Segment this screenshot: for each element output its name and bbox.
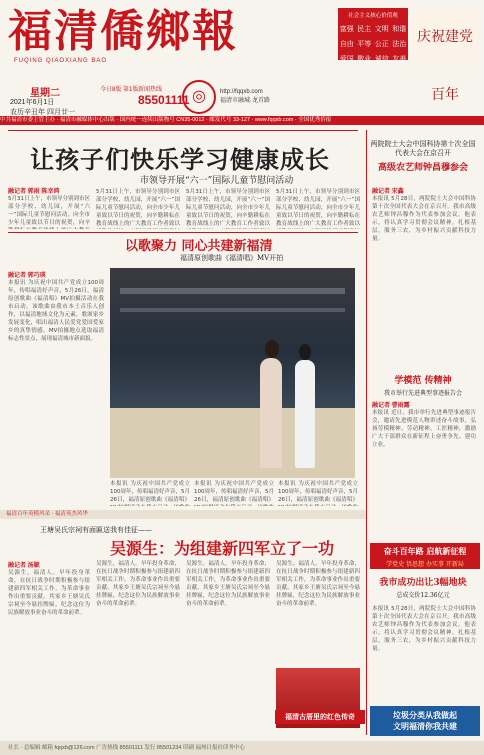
address: 福清市融城·龙首路 — [220, 98, 270, 104]
section-tag: 福清百年英模风采 · 福清英杰风华 — [0, 510, 366, 519]
feature-body-col: 本报讯 为庆祝中国共产党成立100周年，传唱福清好声音，5月26日，福清原创歌曲《福清唱》 — [110, 481, 190, 503]
centenary-banner — [370, 543, 480, 569]
wu-body-col: 吴源生，福清人。早年投身革命，在抗日战争时期积极参与组建新四军相关工作，为革命事业作出重要贡献。其家乡王塘吴氏宗祠至今悬挂牌匾，纪念这位为民族解放事业奋斗的革命前辈。 — [186, 561, 270, 607]
newspaper-logo-icon: ◎ — [182, 80, 216, 114]
divider — [8, 130, 358, 131]
column-divider — [366, 130, 367, 735]
lead-body-col: 5月31日上午，市领导分别到市区部分学校、幼儿园，开展“六一”国际儿童节慰问活动，向全市少年儿童致以节日的祝贺，向辛勤耕耘在教育战线上的广大教育工作者致以 — [96, 189, 180, 227]
right-byline: 融记者 宋鑫 — [372, 189, 404, 195]
xuemo-headline — [370, 373, 476, 397]
feature-title: 以歌聚力 同心共建新福清 — [125, 239, 273, 254]
value-item: 民主 — [357, 26, 372, 33]
value-item: 敬业 — [357, 56, 372, 63]
feature-body-col: 本报讯 为庆祝中国共产党成立100周年，传唱福清好声音，5月26日，福清原创歌曲《福清唱》 — [194, 481, 274, 503]
value-item: 文明 — [374, 26, 389, 33]
edition-info: 今日8版 第1版 — [100, 87, 139, 93]
lead-body-col: 5月31日上午，市领导分别到市区部分学校、幼儿园，开展“六一”国际儿童节慰问活动，向全市少年儿童致以节日的祝贺，向辛勤耕耘在教育战线上的广大教育工作者致以 — [276, 189, 360, 227]
red-story-caption: 福清古厝里的红色传奇 — [275, 710, 365, 724]
masthead-right-info — [220, 88, 270, 106]
value-item: 诚信 — [374, 56, 389, 63]
wu-body-col: 吴源生，福清人。早年投身革命，在抗日战争时期积极参与组建新四军相关工作，为革命事业作出重要贡献。其家乡王塘吴氏宗祠至今悬挂牌匾，纪念这位为民族解放事业奋斗的革命前辈。 — [96, 561, 180, 607]
divider — [8, 232, 358, 233]
date-block — [10, 98, 75, 118]
value-item: 富强 — [339, 26, 354, 33]
lead-body-col: 5月31日上午，市领导分别到市区部分学校、幼儿园，开展“六一”国际儿童节慰问活动，向全市少年儿童致以节日的祝贺，向辛 — [8, 196, 90, 226]
centenary-calligraphy: 庆祝建党百年 — [412, 8, 478, 66]
feature-subtitle: 福清原创歌曲《福清唱》MV开拍 — [180, 254, 284, 262]
masthead-pinyin: FUQING QIAOXIANG BAO — [14, 58, 108, 64]
land-subtitle: 总成交价12.36亿元 — [396, 592, 450, 599]
value-item: 公正 — [374, 41, 389, 48]
masthead-title: 福清僑鄉報 — [8, 6, 238, 57]
land-headline — [370, 575, 476, 599]
right-headline-top: 两院院士大会中国科协第十次全国代表大会在京召开 — [370, 140, 476, 157]
wu-body-col: 吴源生，福清人。早年投身革命，在抗日战争时期积极参与组建新四军相关工作，为革命事业作出重要贡献。其家乡王塘吴氏宗祠至今悬挂牌匾，纪念这位为民族解放事业奋斗的革命前辈。 — [276, 561, 360, 607]
lunar-date: 农历辛丑年 四月廿一 — [10, 109, 75, 116]
ad-line-1: 垃圾分类从我做起 — [393, 710, 457, 720]
weekday: 星期二 — [30, 88, 60, 99]
feature-byline: 融记者 郭巧瑛 — [8, 273, 46, 279]
land-title: 我市成功出让3幅地块 — [379, 578, 467, 588]
value-item: 和谐 — [392, 26, 407, 33]
wu-byline: 融记者 汤颖 — [8, 563, 40, 569]
lead-headline: 让孩子们快乐学习健康成长 — [30, 145, 330, 174]
xuemo-body: 本报讯 近日，我市举行先进典型事迹报告会，邀请先进模范人物讲述奋斗故事，弘扬劳模精神、劳动精神、工匠精神，激励广大干部群众在新征程上奋勇争先、建功立业。 — [372, 410, 476, 448]
wu-headline: 吴源生：为组建新四军立了一功 — [110, 539, 335, 558]
mv-shooting-photo — [110, 268, 355, 478]
wu-subhead: 王塘吴氏宗祠有面匾送我有佳征—— — [40, 526, 152, 534]
banner-title: 奋斗百年路 启航新征程 — [383, 546, 467, 556]
ad-line-2: 文明福清你我共建 — [393, 721, 457, 731]
value-item: 平等 — [357, 41, 372, 48]
website-link[interactable]: http://fqqxb.com — [220, 89, 263, 95]
issue-date: 2021年6月1日 — [10, 99, 55, 106]
land-body: 本报讯 5月28日，两院院士大会中国科协第十次全国代表大会在京召开。我市高级农艺师钟昌穆作为代表参加会议。他表示，将认真学习贯彻会议精神，扎根基层，服务三农，为乡村振兴贡献科技力量。 — [372, 606, 476, 652]
right-headline — [370, 140, 476, 173]
right-body: 本报讯 5月28日，两院院士大会中国科协第十次全国代表大会在京召开。我市高级农艺师钟昌穆作为代表参加会议。他表示，将认真学习贯彻会议精神，扎根基层，服务三农，为乡村振兴贡献科技力量。 — [372, 196, 476, 242]
value-item: 爱国 — [339, 56, 354, 63]
xuemo-title: 学模范 传精神 — [394, 376, 452, 386]
value-item: 自由 — [339, 41, 354, 48]
wu-body-col: 吴源生，福清人。早年投身革命，在抗日战争时期积极参与组建新四军相关工作，为革命事业作出重要贡献。其家乡王塘吴氏宗祠至今悬挂牌匾，纪念这位为民族解放事业奋斗的革命前辈。 — [8, 570, 90, 616]
feature-body-col: 本报讯 为庆祝中国共产党成立100周年，传唱福清好声音，5月26日，福清原创歌曲《福清唱》MV拍摄活动在我市启动。该歌曲由我市本土音乐人创作，以福清地域文化为元素，歌颂家乡发展变化，唱出福清人民爱党爱国爱家乡的真挚情感。MV拍摄地点选取福清标志性景点，展现福清城市新面貌。 — [8, 280, 104, 342]
hotline-number: 85501111 — [138, 93, 190, 107]
xuemo-subtitle: 我市举行先进典型事迹报告会 — [383, 390, 462, 397]
value-item: 法治 — [392, 41, 407, 48]
feature-body-col: 本报讯 为庆祝中国共产党成立100周年，传唱福清好声音，5月26日，福清原创歌曲《福清唱》 — [278, 481, 358, 503]
value-item: 友善 — [392, 56, 407, 63]
lead-subhead: 市领导开展“六一”国际儿童节慰问活动 — [140, 176, 294, 186]
lead-body-col: 5月31日上午，市领导分别到市区部分学校、幼儿园，开展“六一”国际儿童节慰问活动，向全市少年儿童致以节日的祝贺，向辛勤耕耘在教育战线上的广大教育工作者致以 — [186, 189, 270, 227]
masthead-redbar: 中共福清市委主管主办 · 福清市融媒体中心出版 · 国内统一连续出版物号 CN35-0012 · 邮发代号 33-127 · www.fqqxb.com · 全国优秀侨报 — [0, 116, 484, 125]
core-values-box — [338, 8, 408, 63]
values-title: 社会主义核心价值观 — [348, 13, 398, 19]
right-headline-main: 高级农艺师钟昌穆参会 — [377, 163, 468, 173]
hotline-label: 新闻热线 — [138, 87, 163, 93]
xuemo-byline: 融记者 曹雨露 — [372, 403, 410, 409]
banner-subtitle: 学党史 悟思想 办实事 开新局 — [386, 561, 464, 568]
lead-byline: 融记者 郭雨 陈幸鸿 — [8, 189, 60, 195]
garbage-sorting-ad — [370, 706, 480, 736]
footer: 社长 · 总编辑 邮箱 fqqxb@126.com 广告热线 85501111 发行 85501234 印刷 福州日报社印务中心 — [0, 741, 484, 755]
